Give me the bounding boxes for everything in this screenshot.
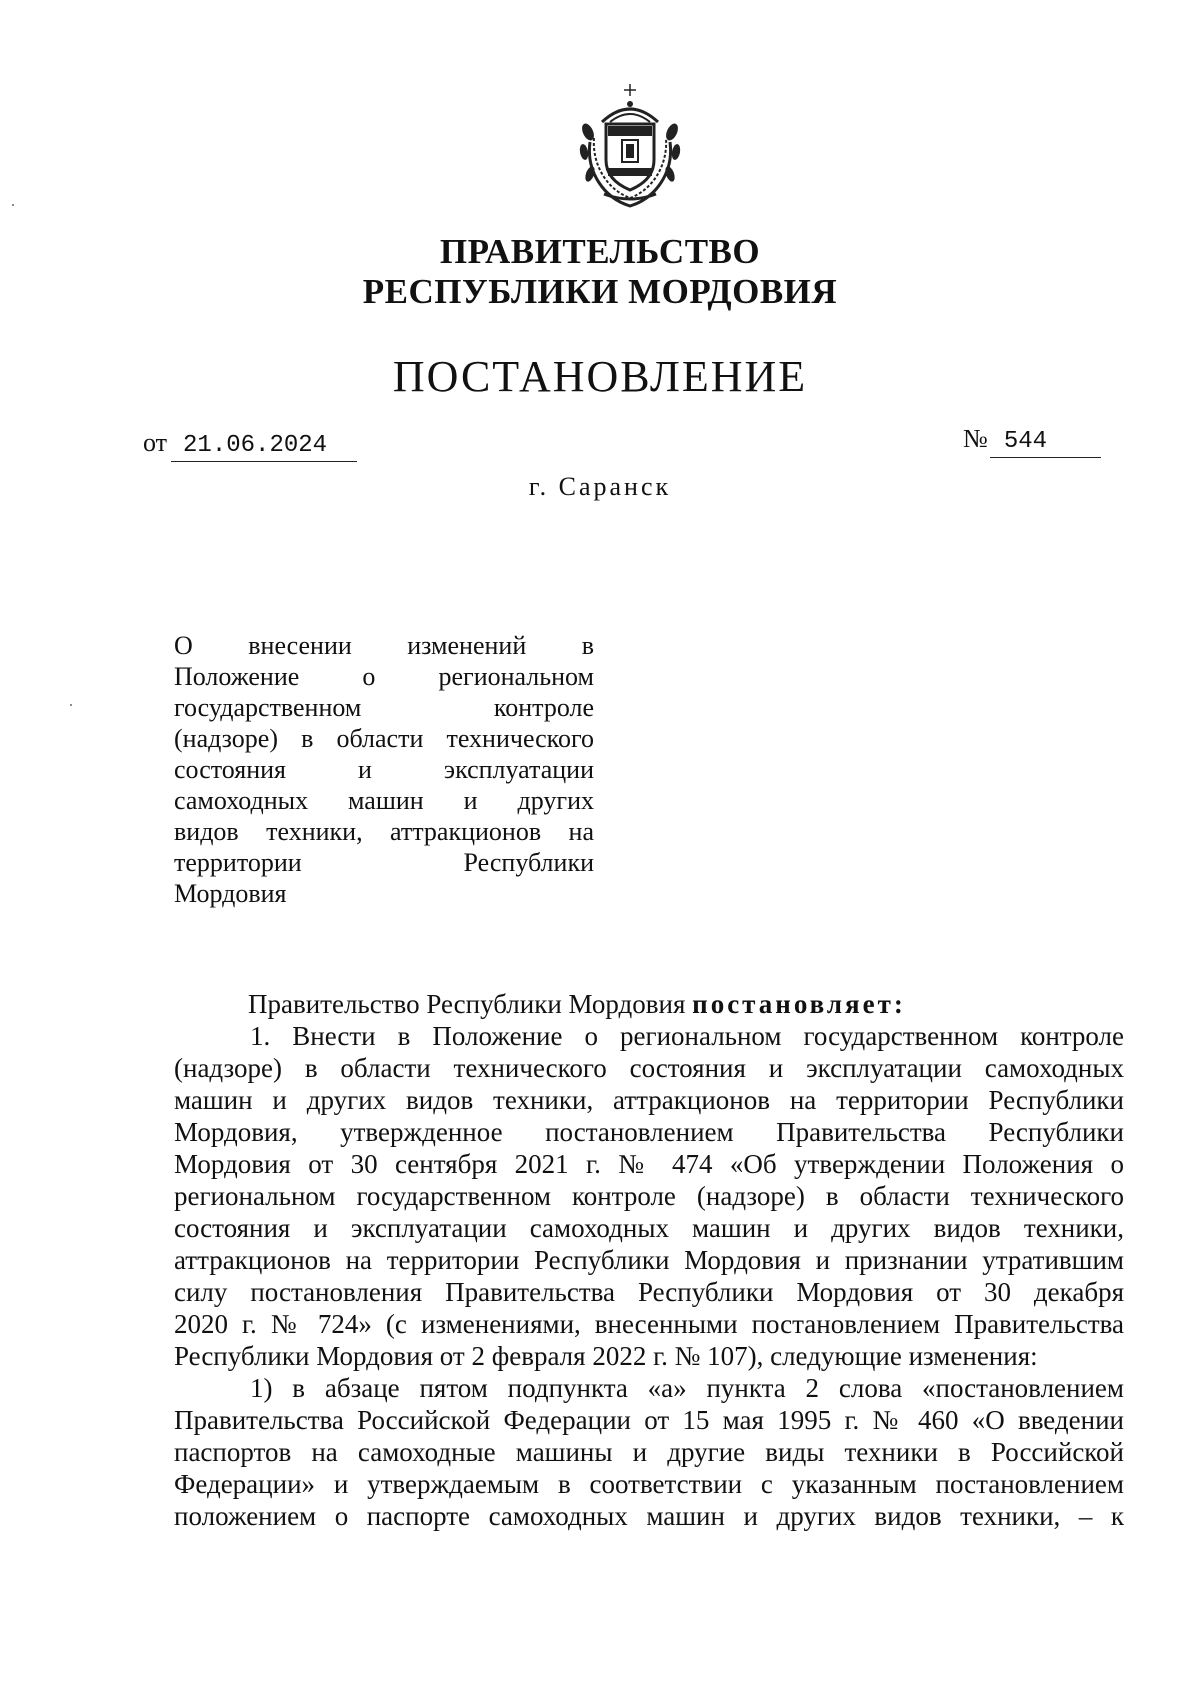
paragraph1-line: машин и других видов техники, аттракционов на территории Республики xyxy=(174,1085,1124,1115)
government-title-line2: РЕСПУБЛИКИ МОРДОВИЯ xyxy=(362,272,838,311)
paragraph1-line: аттракционов на территории Республики Мордовия и признании утратившим xyxy=(174,1245,1124,1275)
document-number: 544 xyxy=(990,427,1101,458)
number-prefix: № xyxy=(963,424,988,453)
subject-line: состояния и эксплуатации xyxy=(174,755,594,784)
document-type: ПОСТАНОВЛЕНИЕ xyxy=(392,352,808,401)
paragraph2-line: положением о паспорте самоходных машин и других видов техники, – к xyxy=(174,1501,1124,1531)
paragraph2-line: Федерации» и утверждаемым в соответствии с указанным постановлением xyxy=(174,1469,1124,1499)
document-date: 21.06.2024 xyxy=(171,431,357,462)
paragraph2-line: 1) в абзаце пятом подпункта «а» пункта 2 слова «постановлением xyxy=(250,1373,1124,1403)
city: г. Саранск xyxy=(528,472,672,501)
paragraph1-line: состояния и эксплуатации самоходных машин и других видов техники, xyxy=(174,1213,1124,1243)
preamble-text: Правительство Республики Мордовия xyxy=(248,989,693,1019)
preamble-emphasis: постановляет: xyxy=(692,989,906,1019)
subject-line: территории Республики xyxy=(174,848,594,877)
paragraph1-line: Мордовия, утвержденное постановлением Правительства Республики xyxy=(174,1117,1124,1147)
document-body xyxy=(174,988,1124,1532)
subject-line: Мордовия xyxy=(174,879,287,908)
paragraph1-line: Мордовия от 30 сентября 2021 г. № 474 «Об утверждении Положения о xyxy=(174,1149,1124,1179)
paragraph1-line: (надзоре) в области технического состояния и эксплуатации самоходных xyxy=(174,1053,1124,1083)
subject-line: Положение о региональном xyxy=(174,662,594,691)
preamble xyxy=(174,988,1124,1020)
paragraph2-line: паспортов на самоходные машины и другие виды техники в Российской xyxy=(174,1437,1124,1467)
paragraph1-line: 1. Внести в Положение о региональном государственном контроле xyxy=(250,1021,1124,1051)
subject-line: (надзоре) в области технического xyxy=(174,724,594,753)
scan-speck xyxy=(70,704,72,706)
scan-speck xyxy=(12,204,14,206)
paragraph1-line: региональном государственном контроле (надзоре) в области технического xyxy=(174,1181,1124,1211)
subject-line: видов техники, аттракционов на xyxy=(174,817,594,846)
subject-line: государственном контроле xyxy=(174,693,594,722)
coat-of-arms-emblem xyxy=(570,82,690,212)
paragraph2-line: Правительства Российской Федерации от 15 мая 1995 г. № 460 «О введении xyxy=(174,1405,1124,1435)
paragraph1-line: 2020 г. № 724» (с изменениями, внесенными постановлением Правительства xyxy=(174,1309,1124,1339)
document-subject xyxy=(174,630,594,909)
subject-line: О внесении изменений в xyxy=(174,631,594,660)
date-prefix: от xyxy=(143,428,168,457)
date-row xyxy=(143,428,357,462)
government-title-line1: ПРАВИТЕЛЬСТВО xyxy=(439,232,761,271)
subject-line: самоходных машин и других xyxy=(174,786,594,815)
number-row xyxy=(963,424,1101,458)
paragraph1-line: силу постановления Правительства Республики Мордовия от 30 декабря xyxy=(174,1277,1124,1307)
paragraph1-line: Республики Мордовия от 2 февраля 2022 г. № 107), следующие изменения: xyxy=(174,1341,1038,1371)
